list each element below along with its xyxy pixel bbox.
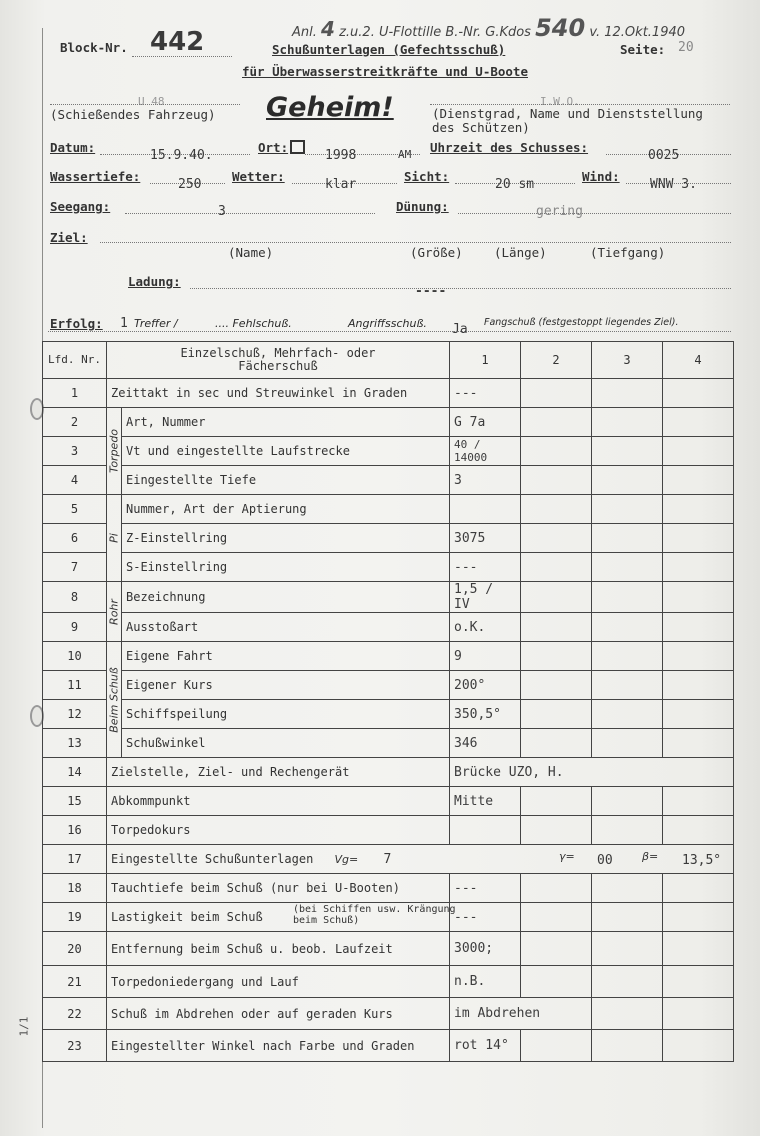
wetter-value: klar [325, 177, 357, 192]
seegang-value: 3 [218, 204, 226, 219]
ladung-label: Ladung: [128, 274, 181, 289]
ziel-tiefgang-label: (Tiefgang) [590, 245, 666, 260]
row-desc: Eigene Fahrt [122, 642, 450, 671]
row-desc: Bezeichnung [122, 582, 450, 613]
row-value: 3075 [450, 524, 521, 553]
group-label-beim-schuss: Beim Schuß [107, 666, 121, 733]
row-desc: Nummer, Art der Aptierung [122, 495, 450, 524]
row-desc: Torpedokurs [107, 816, 450, 845]
row-num: 8 [43, 582, 107, 613]
ladung-value: ---- [415, 284, 447, 299]
row-num: 6 [43, 524, 107, 553]
row-desc: Abkommpunkt [107, 787, 450, 816]
col-head-2: 2 [521, 342, 592, 379]
head-nr: Lfd. Nr. [43, 342, 107, 379]
group-label-rohr: Rohr [107, 598, 121, 625]
ort-label: Ort: [258, 140, 289, 155]
row-desc: Lastigkeit beim Schuß [111, 910, 263, 924]
row-19-note: (bei Schiffen usw. Krängung beim Schuß) [293, 904, 456, 926]
row-num: 5 [43, 495, 107, 524]
group-label-torpedo: Torpedo [107, 428, 121, 474]
wind-value: WNW 3. [650, 177, 697, 192]
duenung-label: Dünung: [396, 199, 449, 214]
angriffsschuss-value: Ja [452, 322, 468, 337]
wassertiefe-label: Wassertiefe: [50, 169, 141, 184]
row-desc: Zielstelle, Ziel- und Rechengerät [107, 758, 450, 787]
row-value: 346 [450, 729, 521, 758]
row-num: 20 [43, 932, 107, 966]
col-head-1: 1 [450, 342, 521, 379]
row-value [450, 495, 521, 524]
shot-data-table [42, 341, 734, 1062]
row-value: Mitte [450, 787, 521, 816]
ziel-label: Ziel: [50, 230, 88, 245]
row-value: im Abdrehen [450, 998, 592, 1030]
ort-value: 1998 [325, 148, 357, 163]
stamp-line [292, 14, 685, 42]
row-num: 9 [43, 613, 107, 642]
duenung-value: gering [536, 204, 583, 219]
beta-value: 13,5° [682, 853, 722, 868]
datum-label: Datum: [50, 140, 96, 155]
row-desc: Tauchtiefe beim Schuß (nur bei U-Booten) [107, 874, 450, 903]
datum-value: 15.9.40. [150, 148, 213, 163]
ziel-laenge-label: (Länge) [494, 245, 547, 260]
row-desc: Art, Nummer [122, 408, 450, 437]
row-num: 1 [43, 379, 107, 408]
row-num: 23 [43, 1030, 107, 1062]
row-num: 12 [43, 700, 107, 729]
row-value: 200° [450, 671, 521, 700]
row-value: Brücke UZO, H. [450, 758, 734, 787]
gamma-label: γ= [559, 850, 575, 863]
seite-label: Seite: [620, 42, 666, 57]
angriffsschuss-label: Angriffsschuß. [348, 317, 427, 330]
row-value [450, 816, 521, 845]
seegang-label: Seegang: [50, 199, 111, 214]
row-value: 3 [450, 466, 521, 495]
row-value: rot 14° [450, 1030, 521, 1062]
ort-box [290, 140, 305, 154]
col-head-4: 4 [663, 342, 734, 379]
row-desc: Schuß im Abdrehen oder auf geraden Kurs [107, 998, 450, 1030]
row-value: --- [450, 379, 521, 408]
row-desc: Schußwinkel [122, 729, 450, 758]
row-desc: S-Einstellring [122, 553, 450, 582]
row-desc: Eingestellte Schußunterlagen [111, 851, 314, 866]
margin-mark: 1/1 [17, 1016, 31, 1037]
row-num: 16 [43, 816, 107, 845]
row-value: 3000; [450, 932, 521, 966]
row-num: 10 [43, 642, 107, 671]
stamp-bnr: 540 [535, 14, 586, 42]
head-desc: Einzelschuß, Mehrfach- oder Fächerschuß [107, 342, 450, 379]
row-desc: Eingestellte Tiefe [122, 466, 450, 495]
sicht-value: 20 sm [495, 177, 535, 192]
row-num: 19 [43, 903, 107, 932]
row-value: 9 [450, 642, 521, 671]
stamp-number: 4 [321, 17, 335, 41]
row-value: 40 / 14000 [450, 437, 521, 466]
row-desc: Entfernung beim Schuß u. beob. Laufzeit [107, 932, 450, 966]
title-line2: für Überwasserstreitkräfte und U-Boote [242, 64, 528, 79]
uhrzeit-label: Uhrzeit des Schusses: [430, 140, 589, 155]
ziel-name-label: (Name) [228, 245, 274, 260]
stamp-prefix: Anl. [292, 25, 317, 40]
row-desc: Z-Einstellring [122, 524, 450, 553]
beta-label: β= [642, 850, 659, 863]
row-value: o.K. [450, 613, 521, 642]
row-value: --- [450, 874, 521, 903]
row-num: 22 [43, 998, 107, 1030]
block-label: Block-Nr. [60, 40, 128, 55]
erfolg-value: 1 [120, 316, 128, 331]
row-num: 17 [43, 845, 107, 874]
row-value: --- [450, 553, 521, 582]
row-num: 7 [43, 553, 107, 582]
shooter-label: (Dienstgrad, Name und Dienststellung des Schützen) [432, 106, 703, 135]
row-value: 350,5° [450, 700, 521, 729]
row-desc: Vt und eingestellte Laufstrecke [122, 437, 450, 466]
row-desc: Ausstoßart [122, 613, 450, 642]
row-num: 15 [43, 787, 107, 816]
row-value: G 7a [450, 408, 521, 437]
wetter-label: Wetter: [232, 169, 285, 184]
row-num: 18 [43, 874, 107, 903]
row-num: 11 [43, 671, 107, 700]
uhrzeit-value: 0025 [648, 148, 680, 163]
stamp-date: v. 12.Okt.1940 [589, 25, 686, 40]
row-num: 2 [43, 408, 107, 437]
ort-value2: AM [398, 148, 412, 161]
row-num: 14 [43, 758, 107, 787]
row-value: --- [450, 903, 521, 932]
fehlschuss-label: .... Fehlschuß. [215, 317, 292, 330]
row-desc: Torpedoniedergang und Lauf [107, 966, 450, 998]
row-17-cell [107, 845, 734, 874]
row-desc: Zeittakt in sec und Streuwinkel in Graden [107, 379, 450, 408]
ziel-groesse-label: (Größe) [410, 245, 463, 260]
row-desc: Schiffspeilung [122, 700, 450, 729]
wassertiefe-value: 250 [178, 177, 202, 192]
block-number: 442 [150, 27, 205, 57]
seite-value: 20 [678, 40, 694, 55]
group-label-pi: Pi [107, 533, 121, 543]
row-value: n.B. [450, 966, 521, 998]
vessel-label: (Schießendes Fahrzeug) [50, 107, 216, 122]
gamma-value: 00 [597, 853, 613, 868]
vessel-value: U 48 [138, 95, 165, 108]
row-desc: Eigener Kurs [122, 671, 450, 700]
col-head-3: 3 [592, 342, 663, 379]
wind-label: Wind: [582, 169, 620, 184]
title-line1: Schußunterlagen (Gefechtsschuß) [272, 42, 506, 57]
geheim-stamp: Geheim! [266, 92, 394, 123]
fangschuss-label: Fangschuß (festgestoppt liegendes Ziel). [484, 317, 679, 328]
row-num: 21 [43, 966, 107, 998]
erfolg-label: Erfolg: [50, 316, 103, 331]
row-value: 1,5 / IV [450, 582, 521, 613]
row-num: 4 [43, 466, 107, 495]
row-num: 13 [43, 729, 107, 758]
vg-value: 7 [383, 851, 392, 867]
sicht-label: Sicht: [404, 169, 450, 184]
row-19-desc-cell [107, 903, 456, 932]
stamp-mid: z.u.2. U-Flottille B.-Nr. G.Kdos [339, 25, 531, 40]
vg-label: Vg= [334, 852, 359, 866]
shooter-value: I.W.O. [540, 95, 580, 108]
row-desc: Eingestellter Winkel nach Farbe und Graden [107, 1030, 450, 1062]
treffer-label: Treffer / [134, 317, 178, 330]
row-num: 3 [43, 437, 107, 466]
